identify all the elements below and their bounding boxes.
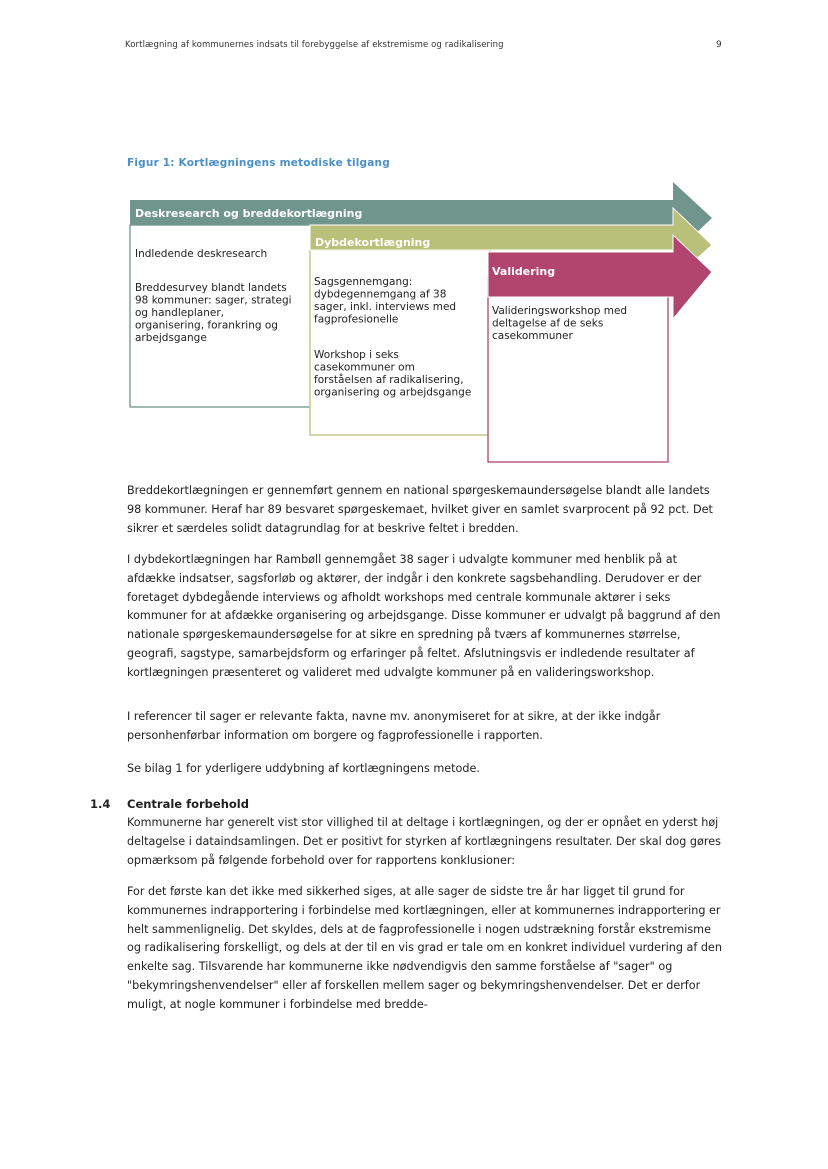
running-header: Kortlægning af kommunernes indsats til forebyggelse af ekstremisme og radikalisering (125, 40, 504, 50)
desk-box-line: arbejdsgange (135, 332, 207, 344)
dybde-box-line: dybdegennemgang af 38 (314, 288, 447, 301)
dybde-box-line: fagprofesionelle (314, 313, 399, 326)
dybde-box-line: forståelsen af radikalisering, (314, 374, 464, 386)
dybde-box-line: organisering og arbejdsgange (314, 386, 472, 399)
desk-box-line: og handleplaner, (135, 307, 224, 319)
dybde-box-line: Workshop i seks (314, 349, 399, 361)
validering-box-line: casekommuner (492, 330, 573, 342)
dybde-band-label: Dybdekortlægning (315, 236, 431, 249)
desk-band-label: Deskresearch og breddekortlægning (135, 207, 363, 220)
validering-box-line: deltagelse af de seks (492, 317, 604, 330)
dybde-box-line: casekommuner om (314, 361, 415, 374)
validering-box-line: Valideringsworkshop med (492, 305, 628, 317)
figure-caption: Figur 1: Kortlægningens metodiske tilgang (127, 157, 390, 169)
paragraph-dybde: I dybdekortlægningen har Rambøll gennemgået 38 sager i udvalgte kommuner med henblik på at afdække indsatser, sagsforløb og aktører, der indgår i den konkrete sagsbehandling. Derudover er der foretaget dybdegående interviews og afholdt workshops med centrale kommunale aktører i seks kommuner for at afdække organisering og arbejdsgange. Disse kommuner er udvalgt på baggrund af den nationale spørgeskemaundersøgelse for at sikre en spredning på tværs af kommunernes størrelse, geografi, sagstype, samarbejdsform og erfaringer på feltet. Afslutningsvis er indledende resultater af kortlægningen præsenteret og valideret med udvalgte kommuner på en valideringsworkshop. (127, 553, 721, 679)
desk-box-intro: Indledende deskresearch (135, 248, 268, 260)
dybde-box-line: sager, inkl. interviews med (314, 301, 457, 313)
page-number: 9 (716, 40, 722, 50)
section-number: 1.4 (90, 797, 111, 811)
desk-box-line: organisering, forankring og (135, 319, 278, 332)
desk-box-line: 98 kommuner: sager, strategi (135, 294, 292, 307)
validering-band-label: Validering (492, 265, 556, 278)
dybde-box-line: Sagsgennemgang: (314, 276, 413, 288)
desk-box-line: Breddesurvey blandt landets (135, 282, 287, 294)
paragraph-bilag: Se bilag 1 for yderligere uddybning af kortlægningens metode. (127, 762, 480, 775)
method-diagram (125, 180, 720, 470)
paragraph-bredde: Breddekortlægningen er gennemført gennem en national spørgeskemaundersøgelse blandt alle landets 98 kommuner. Heraf har 89 besvaret spørgeskemaet, hvilket giver en samlet svarprocent på 92 pct. Det sikrer et særdeles solidt datagrundlag for at beskrive feltet i bredden. (127, 484, 713, 535)
section-title: Centrale forbehold (127, 797, 249, 811)
paragraph-anonymisering: I referencer til sager er relevante fakta, navne mv. anonymiseret for at sikre, at der ikke indgår personhenførbar information om borgere og fagprofessionelle i rapporten. (127, 710, 661, 742)
paragraph-forbehold-intro: Kommunerne har generelt vist stor villighed til at deltage i kortlægningen, og der er opnået en yderst høj deltagelse i dataindsamlingen. Det er positivt for styrken af kortlægningens resultater. Der skal dog gøres opmærksom på følgende forbehold over for rapportens konklusioner: (127, 816, 721, 867)
paragraph-forbehold-first: For det første kan det ikke med sikkerhed siges, at alle sager de sidste tre år har ligget til grund for kommunernes indrapportering i forbindelse med kortlægningen, eller at kommunernes indrapportering er helt sammenlignelig. Det skyldes, dels at de fagprofessionelle i nogen udstrækning forstår ekstremisme og radikalisering forskelligt, og dels at der til en vis grad er tale om en konkret individuel vurdering af den enkelte sag. Tilsvarende har kommunerne ikke nødvendigvis den samme forståelse af "sager" og "bekymringshenvendelser" eller af forskellen mellem sager og bekymringshenvendelser. Det er derfor muligt, at nogle kommuner i forbindelse med bredde- (127, 885, 722, 1011)
